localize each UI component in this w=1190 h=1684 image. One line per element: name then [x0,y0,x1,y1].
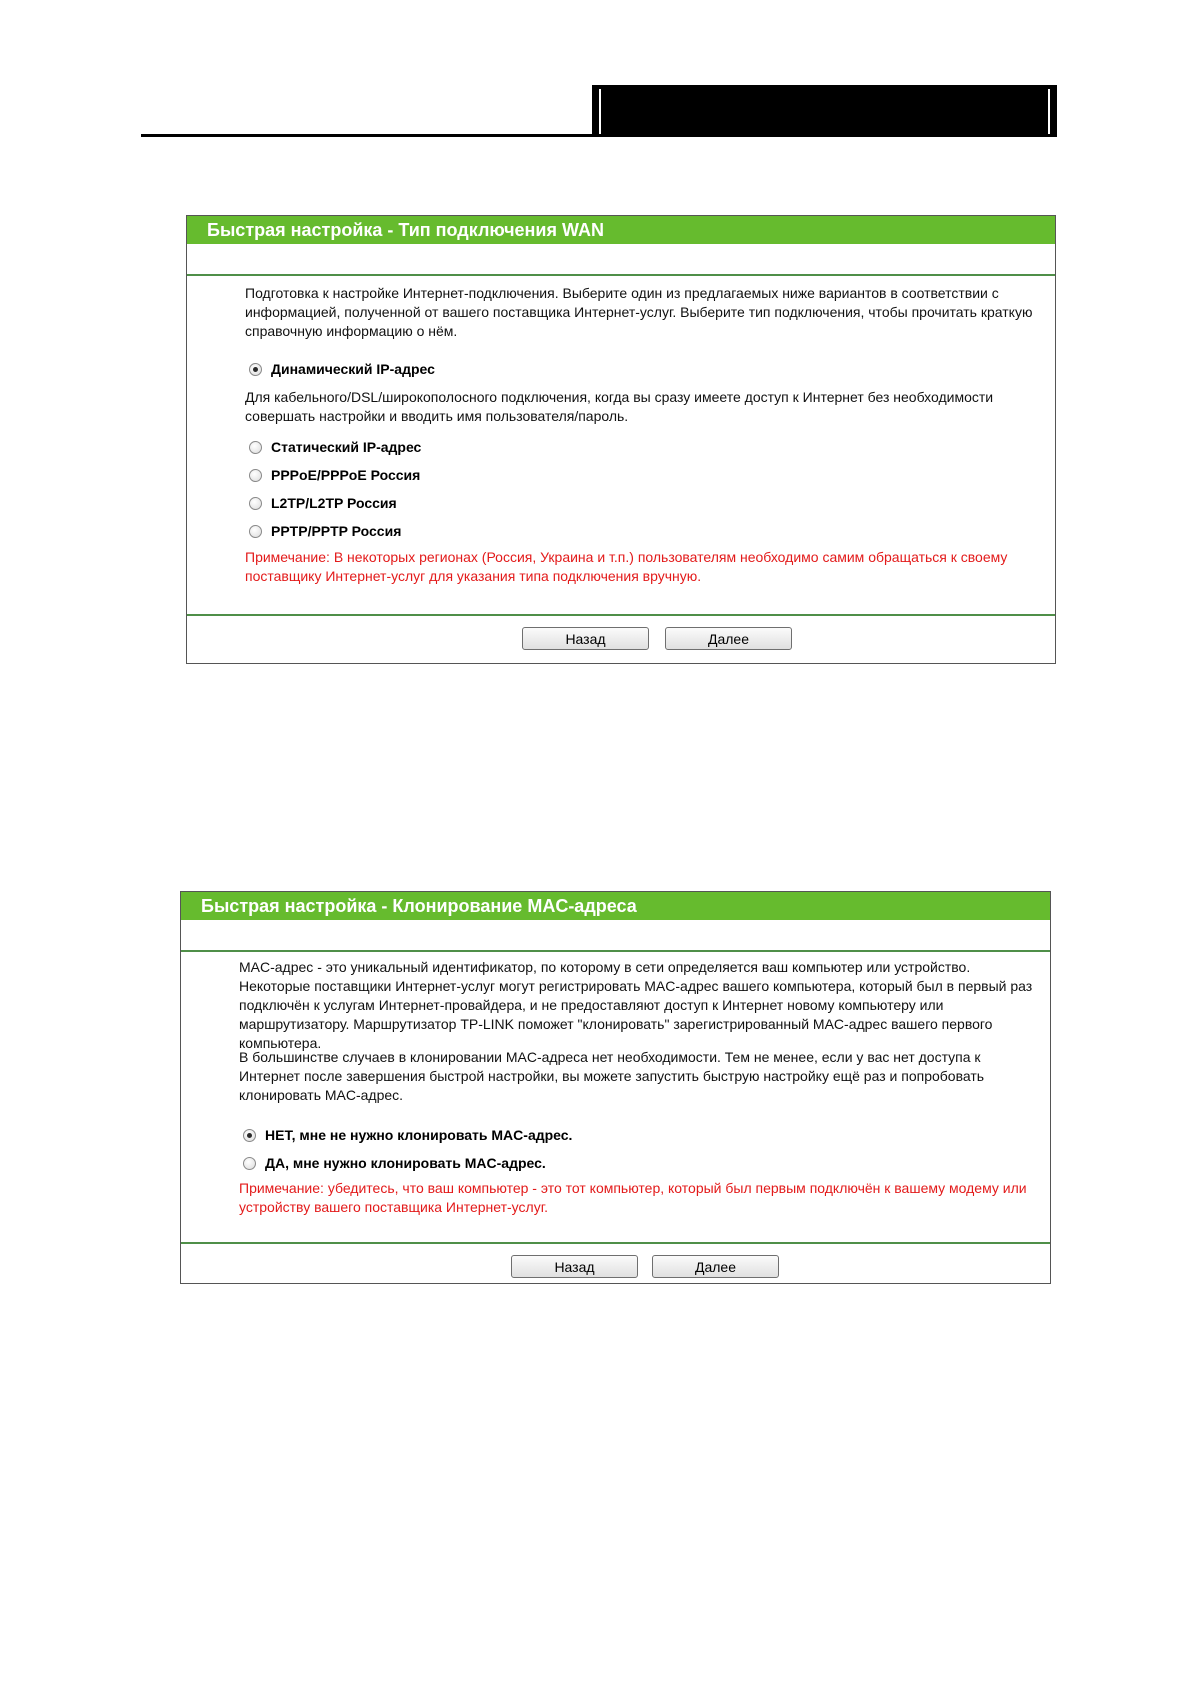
header-rule [141,134,1057,137]
panel-title: Быстрая настройка - Клонирование MAC-адреса [181,892,1050,920]
radio-icon[interactable] [249,441,262,454]
option-label: НЕТ, мне не нужно клонировать MAC-адрес. [265,1127,573,1143]
option-label: Динамический IP-адрес [271,361,435,377]
option-label: L2TP/L2TP Россия [271,495,397,511]
option-dynamic-ip[interactable] [249,359,435,379]
option-pppoe[interactable] [249,465,420,485]
divider [187,614,1055,616]
panel-title: Быстрая настройка - Тип подключения WAN [187,216,1055,244]
option-l2tp[interactable] [249,493,397,513]
option-label: Статический IP-адрес [271,439,422,455]
radio-icon[interactable] [249,469,262,482]
back-button[interactable]: Назад [522,627,649,650]
divider [181,1242,1050,1244]
radio-icon[interactable] [243,1157,256,1170]
header-divider-left [599,89,601,135]
header-divider-right [1048,89,1050,135]
note-text: Примечание: убедитесь, что ваш компьютер - это тот компьютер, который был первым подключён к вашему модему или устройству вашего поставщика Интернет-услуг. [239,1180,1027,1215]
wan-type-panel [186,215,1056,664]
dynamic-description: Для кабельного/DSL/широкополосного подключения, когда вы сразу имеете доступ к Интернет без необходимости совершать настройки и вводить имя пользователя/пароль. [245,389,994,424]
divider [181,950,1050,952]
radio-icon[interactable] [249,497,262,510]
option-pptp[interactable] [249,521,401,541]
option-label: ДА, мне нужно клонировать MAC-адрес. [265,1155,546,1171]
next-button[interactable]: Далее [665,627,792,650]
option-clone[interactable] [243,1153,546,1173]
option-label: PPPoE/PPPoE Россия [271,467,421,483]
back-button[interactable]: Назад [511,1255,638,1278]
header-black-block [592,85,1057,137]
mac-description: MAC-адрес - это уникальный идентификатор, по которому в сети определяется ваш компьютер или устройство. Некоторые поставщики Интернет-услуг могут регистрировать MAC-адрес вашего компьютера, который был в первый раз подключён к услугам Интернет-провайдера, и не предоставляют доступ к Интернет новому компьютеру или маршрутизатору. Маршрутизатор TP-LINK поможет "клонировать" зарегистрированный MAC-адрес вашего первого компьютера. [239,959,1033,1051]
mac-clone-panel [180,891,1051,1284]
note-text: Примечание: В некоторых регионах (Россия, Украина и т.п.) пользователям необходимо самим обращаться к своему поставщику Интернет-услуг для указания типа подключения вручную. [245,549,1008,584]
next-button[interactable]: Далее [652,1255,779,1278]
intro-text: Подготовка к настройке Интернет-подключения. Выберите один из предлагаемых ниже вариантов в соответствии с информацией, полученной от вашего поставщика Интернет-услуг. Выберите тип подключения, чтобы прочитать краткую справочную информацию о нём. [245,285,1033,339]
mac-advice: В большинстве случаев в клонировании MAC-адреса нет необходимости. Тем не менее, если у вас нет доступа к Интернет после завершения быстрой настройки, вы можете запустить быструю настройку ещё раз и попробовать клонировать MAC-адрес. [239,1049,985,1103]
radio-selected-icon[interactable] [249,363,262,376]
option-no-clone[interactable] [243,1125,572,1145]
divider [187,274,1055,276]
option-label: PPTP/PPTP Россия [271,523,402,539]
radio-selected-icon[interactable] [243,1129,256,1142]
option-static-ip[interactable] [249,437,421,457]
radio-icon[interactable] [249,525,262,538]
